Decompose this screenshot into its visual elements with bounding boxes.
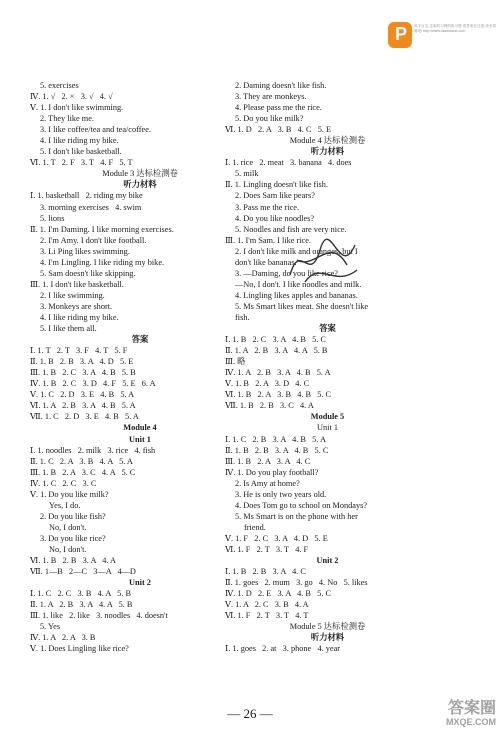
answer-line: 答案 — [319, 324, 336, 334]
answer-line: Ⅲ. 1. I don't like basketball. — [30, 279, 124, 289]
watermark-url: MXQE.COM — [445, 717, 496, 727]
answer-line: Ⅲ. 1. B 2. C 3. A 4. B 5. B — [30, 368, 136, 378]
answer-line: 3. He is only two years old. — [235, 489, 327, 499]
answer-line: Ⅰ. 1. B 2. C 3. A 4. B 5. C — [225, 335, 327, 345]
answer-line: 听力材料 — [123, 180, 157, 190]
answer-line: Ⅵ. 1. F 2. T 3. T 4. T — [225, 611, 309, 621]
answer-line: 4. Does Tom go to school on Mondays? — [235, 500, 368, 510]
answer-line: 5. lions — [40, 213, 65, 223]
answer-line: 2. They like me. — [40, 114, 94, 124]
answer-line: 5. exercises — [40, 81, 79, 90]
answer-line: 听力材料 — [310, 633, 345, 643]
answer-line: Ⅴ. 1. A 2. C 3. B 4. A — [225, 600, 309, 610]
answer-line: 3. They are monkeys. — [235, 92, 307, 102]
answer-line: 5. Ms Smart is on the phone with her — [235, 511, 358, 521]
answer-line: No, I don't. — [49, 544, 87, 554]
answer-line: Ⅴ. 1. Do you like milk? — [30, 489, 109, 499]
answer-line: 5. Do you like milk? — [235, 114, 304, 124]
answer-line: 答案 — [131, 335, 149, 345]
answer-line: Ⅶ. 1. B 2. B 3. C 4. A — [225, 401, 314, 411]
answer-line: 5. Sam doesn't like skipping. — [40, 268, 136, 278]
answer-line: Ⅱ. 1. A 2. B 3. A 4. A 5. B — [30, 600, 133, 610]
answer-line: 3. Monkeys are short. — [40, 301, 113, 311]
answer-line: Ⅲ. 1. B 2. A 3. A 4. C — [225, 456, 311, 466]
answer-line: 2. Daming doesn't like fish. — [235, 81, 327, 90]
answer-line: Ⅱ. 1. B 2. B 3. A 4. D 5. E — [30, 357, 134, 367]
answer-line: Ⅶ. 1. C 2. D 3. E 4. B 5. A — [30, 412, 139, 422]
answer-line: Ⅳ. 1. B 2. C 3. D 4. F 5. E 6. A — [30, 379, 156, 389]
answer-line: —No, I don't. I like noodles and milk. — [235, 279, 362, 289]
answer-line: Ⅴ. 1. F 2. C 3. A 4. D 5. E — [225, 533, 328, 543]
answer-line: Ⅵ. 1. B 2. A 3. B 4. B 5. C — [225, 390, 332, 400]
answer-line: 4. I like riding my bike. — [40, 312, 119, 322]
answer-line: 3. —Daming, do you like rice? — [235, 268, 338, 278]
answer-line: Ⅱ. 1. I'm Daming. I like morning exercises. — [30, 224, 174, 234]
answer-line: Ⅳ. 1. Do you play football? — [225, 467, 319, 477]
answer-line: 4. I'm Lingling. I like riding my bike. — [40, 257, 165, 267]
answer-line: Ⅵ. 1. T 2. F 3. T 4. F 5. T — [30, 158, 133, 168]
answer-line: Ⅲ. 1. B 2. A 3. C 4. A 5. C — [30, 467, 136, 477]
answer-line: 3. Do you like rice? — [40, 533, 106, 543]
answer-line: Ⅰ. 1. goes 2. at 3. phone 4. year — [225, 644, 341, 654]
answer-line: Unit 2 — [316, 556, 339, 566]
answer-line: Yes, I do. — [49, 500, 81, 510]
answer-line: Module 3 达标检测卷 — [102, 169, 178, 179]
answer-line: Ⅱ. 1. Lingling doesn't like fish. — [225, 180, 329, 190]
answer-line: fish. — [235, 312, 250, 322]
answer-line: 3. I like coffee/tea and tea/coffee. — [40, 125, 151, 135]
answer-line: Ⅴ. 1. I don't like swimming. — [30, 103, 124, 113]
answer-line: 2. I don't like milk and oranges, but I — [235, 246, 358, 256]
answer-line: Ⅶ. 1—B 2—C 3—A 4—D — [30, 567, 136, 577]
promo-text: 高手百宝,这家的习网的练习册 的答案在这里,快来看看吧! http://www.daantuxue.com — [414, 24, 497, 34]
answer-line: Ⅰ. 1. T 2. T 3. F 4. T 5. F — [30, 346, 128, 356]
answer-line: 3. morning exercises 4. swim — [40, 202, 142, 212]
answer-line: 5. Noodles and fish are very nice. — [235, 224, 347, 234]
answer-line: 5. I don't like basketball. — [40, 147, 122, 157]
answer-line: Ⅰ. 1. basketball 2. riding my bike — [30, 191, 143, 201]
watermark-title: 答案圈 — [447, 700, 496, 717]
answer-line: Module 4 达标检测卷 — [289, 136, 366, 146]
answer-line: Ⅱ. 1. C 2. A 3. B 4. A 5. A — [30, 456, 133, 466]
answer-line: Ⅴ. 1. Does Lingling like rice? — [30, 644, 129, 654]
answer-line: Ⅰ. 1. B 2. B 3. A 4. C — [225, 567, 306, 577]
answer-line: 4. Lingling likes apples and bananas. — [235, 290, 358, 300]
answer-line: 3. Pass me the rice. — [235, 202, 300, 212]
answer-line: Ⅰ. 1. C 2. B 3. A 4. B 5. A — [225, 434, 327, 444]
answer-line: Ⅵ. 1. A 2. B 3. A 4. B 5. A — [30, 401, 136, 411]
app-logo-icon: P — [388, 22, 412, 48]
answer-line: 5. Yes — [40, 622, 61, 632]
handwritten-scribble — [285, 230, 365, 290]
answer-line: 5. milk — [235, 169, 259, 179]
answer-line: 5. I like them all. — [40, 324, 97, 334]
answer-line: 听力材料 — [310, 147, 345, 157]
answer-line: 4. I like riding my bike. — [40, 136, 119, 146]
answer-line: Ⅴ. 1. C 2. D 3. E 4. B 5. A — [30, 390, 135, 400]
answer-line: Ⅳ. 1. A 2. A 3. B — [30, 633, 96, 643]
answer-line: don't like bananas. — [235, 257, 297, 267]
answer-line: Module 4 — [123, 423, 157, 433]
answer-line: Ⅳ. 1. D 2. E 3. A 4. B 5. C — [225, 589, 332, 599]
answer-line: 2. I'm Amy. I don't like football. — [40, 235, 147, 245]
answer-line: Ⅰ. 1. C 2. C 3. B 4. A 5. B — [30, 589, 132, 599]
answer-line: Ⅰ. 1. noodles 2. milk 3. rice 4. fish — [30, 445, 156, 455]
right-answer-column — [225, 80, 430, 654]
site-watermark — [416, 701, 496, 727]
answer-line: Ⅱ. 1. B 2. B 3. A 4. B 5. C — [225, 445, 329, 455]
answer-line: No, I don't. — [49, 522, 87, 532]
answer-line: friend. — [244, 522, 266, 532]
answer-line: Ⅵ. 1. D 2. A 3. B 4. C 5. E — [225, 125, 332, 135]
answer-line: Ⅳ. 1. A 2. B 3. A 4. B 5. A — [225, 368, 331, 378]
answer-line: Ⅳ. 1. √ 2. × 3. √ 4. √ — [30, 92, 113, 102]
answer-line: 2. I like swimming. — [40, 290, 105, 300]
answer-line: 2. Is Amy at home? — [235, 478, 300, 488]
answer-line: Unit 2 — [129, 578, 151, 588]
answer-line: 2. Do you like fish? — [40, 511, 106, 521]
answer-line: Ⅳ. 1. C 2. C 3. C — [30, 478, 97, 488]
answer-line: Unit 1 — [129, 434, 151, 444]
answer-line: 3. Li Ping likes swimming. — [40, 246, 130, 256]
answer-line: Ⅲ. 略 — [225, 357, 246, 367]
left-answer-column — [30, 80, 250, 654]
answer-line: 2. Does Sam like pears? — [235, 191, 315, 201]
answer-line: Unit 1 — [317, 423, 338, 433]
page-number: — 26 — — [227, 706, 273, 721]
answer-line: Ⅰ. 1. rice 2. meat 3. banana 4. does — [225, 158, 352, 168]
answer-line: 4. Please pass me the rice. — [235, 103, 322, 113]
answer-line: Ⅱ. 1. A 2. B 3. A 4. A 5. B — [225, 346, 328, 356]
answer-line: Ⅱ. 1. goes 2. mum 3. go 4. No 5. likes — [225, 578, 368, 588]
answer-line: 5. Ms Smart likes meat. She doesn't like — [235, 301, 369, 311]
answer-line: Module 5 达标检测卷 — [289, 622, 366, 632]
answer-line: Ⅵ. 1. B 2. B 3. A 4. A — [30, 556, 117, 566]
answer-line: Module 5 — [310, 412, 345, 422]
answer-line: 4. Do you like noodles? — [235, 213, 315, 223]
answer-line: Ⅵ. 1. F 2. T 3. T 4. F — [225, 544, 309, 554]
answer-line: Ⅲ. 1. I'm Sam. I like rice. — [225, 235, 311, 245]
answer-line: Ⅴ. 1. B 2. A 3. D 4. C — [225, 379, 310, 389]
answer-line: Ⅲ. 1. like 2. like 3. noodles 4. doesn't — [30, 611, 168, 621]
